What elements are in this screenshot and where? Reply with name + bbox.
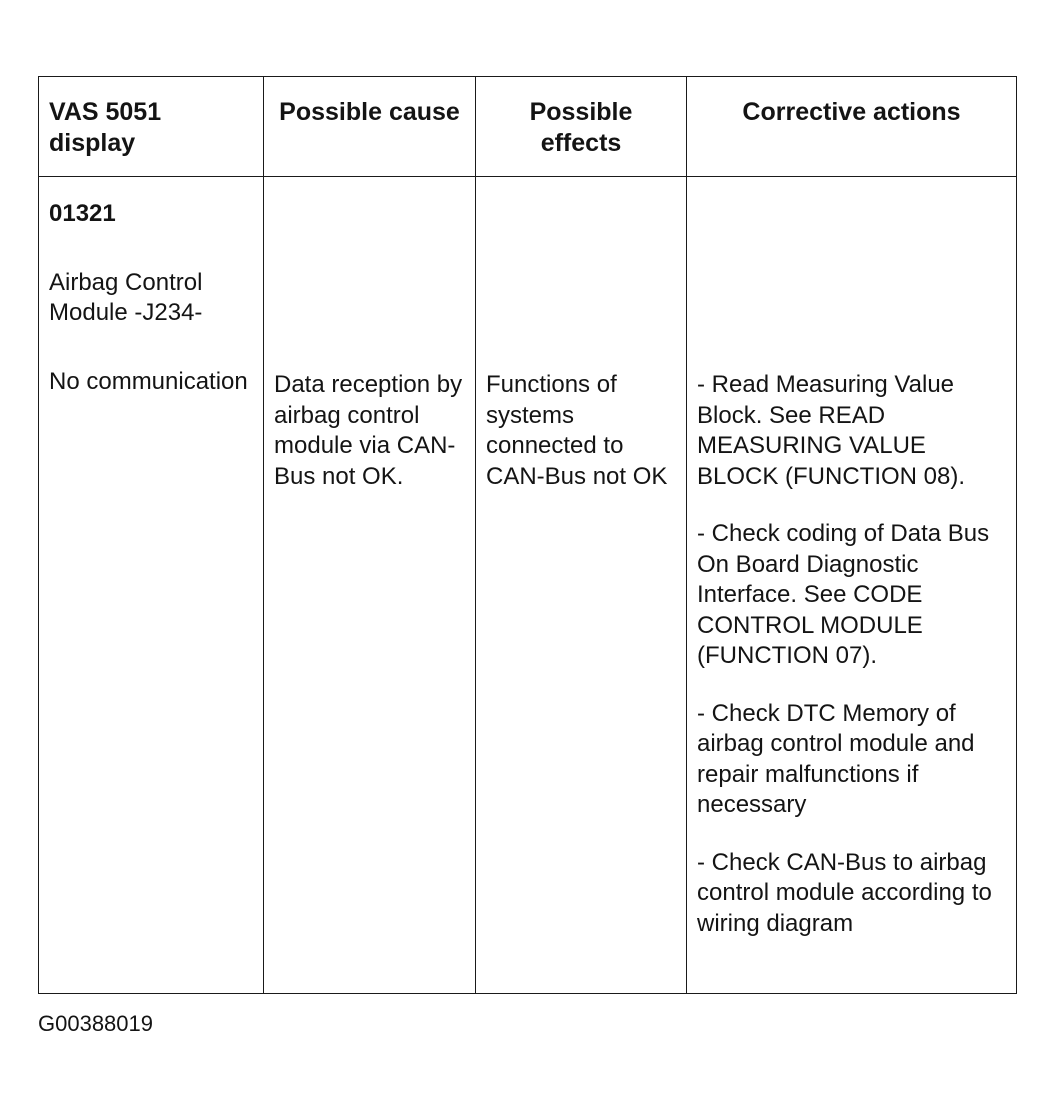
possible-effects-text: Functions of systems connected to CAN-Bus not OK: [486, 371, 668, 490]
possible-cause-text: Data reception by airbag control module via CAN-Bus not OK.: [274, 371, 463, 490]
cause-cell: [264, 177, 476, 994]
corrective-action-3: - Check DTC Memory of airbag control module and repair malfunctions if necessary: [697, 699, 975, 818]
dtc-code: 01321: [49, 200, 116, 227]
table-header-row: [39, 77, 1017, 177]
figure-id: G00388019: [38, 1011, 153, 1036]
table-row: [39, 177, 1017, 994]
diagnostic-table: [38, 76, 1017, 994]
display-cell: [39, 177, 264, 994]
effects-cell: [476, 177, 687, 994]
component-name: Airbag Control Module -J234-: [49, 268, 203, 326]
corrective-action-4: - Check CAN-Bus to airbag control module according to wiring diagram: [697, 848, 992, 937]
header-possible-effects: Possible effects: [476, 77, 687, 177]
corrective-action-1: - Read Measuring Value Block. See READ MEASURING VALUE BLOCK (FUNCTION 08).: [697, 371, 966, 490]
actions-cell: [687, 177, 1017, 994]
fault-status: No communication: [49, 367, 248, 395]
effects-spacer: [486, 199, 676, 370]
cause-spacer: [274, 199, 465, 370]
header-possible-cause: Possible cause: [264, 77, 476, 177]
header-vas-display: VAS 5051 display: [39, 77, 264, 177]
header-corrective-actions: Corrective actions: [687, 77, 1017, 177]
corrective-action-2: - Check coding of Data Bus On Board Diagnostic Interface. See CODE CONTROL MODULE (FUNCTION 07).: [697, 520, 990, 669]
actions-spacer: [697, 199, 1006, 370]
